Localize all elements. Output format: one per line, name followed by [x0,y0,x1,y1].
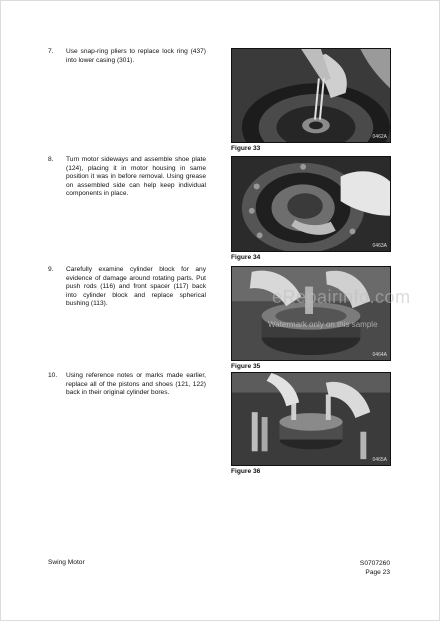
figure-36-caption: Figure 36 [231,468,261,475]
pistons-illustration [232,373,390,465]
watermark-text: eRepairinfo.com [272,287,411,307]
figure-35-caption: Figure 35 [231,363,261,370]
footer-doc-number: S0707260 [359,560,390,567]
watermark-subtext: Watermark only on this sample [268,320,378,329]
photo-code: 0463A [372,243,387,249]
step-number: 7. [48,48,54,55]
photo-code: 0464A [372,352,387,358]
step-text: Carefully examine cylinder block for any evidence of damage around rotating parts. Put push rods (116) and front spacer (117) back into cylinder block and replace spherical bushing (113). [66,266,206,308]
photo-code: 0462A [372,134,387,140]
figure-36-photo [231,372,391,466]
motor-casing-illustration [232,49,390,142]
figure-33-caption: Figure 33 [231,145,261,152]
cylinder-block-illustration [232,267,390,360]
step-text: Using reference notes or marks made earlier, replace all of the pistons and shoes (121, 122) back in their original cylinder bores. [66,372,206,397]
shoe-plate-illustration [232,157,390,251]
footer-section-title: Swing Motor [48,559,85,566]
step-number: 10. [48,372,58,379]
step-number: 9. [48,266,54,273]
footer-page-number: Page 23 [365,569,390,576]
figure-33-photo [231,48,391,143]
step-number: 8. [48,156,54,163]
photo-code: 0465A [372,457,387,463]
figure-34-caption: Figure 34 [231,254,261,261]
footer-page-info [360,559,390,577]
step-text: Use snap-ring pliers to replace lock ring (437) into lower casing (301). [66,48,206,64]
step-text: Turn motor sideways and assemble shoe plate (124), placing it in motor housing in same position it was in before removal. Using grease on assembled side can help keep individual components in place. [66,156,206,198]
figure-34-photo [231,156,391,252]
figure-35-photo [231,266,391,361]
